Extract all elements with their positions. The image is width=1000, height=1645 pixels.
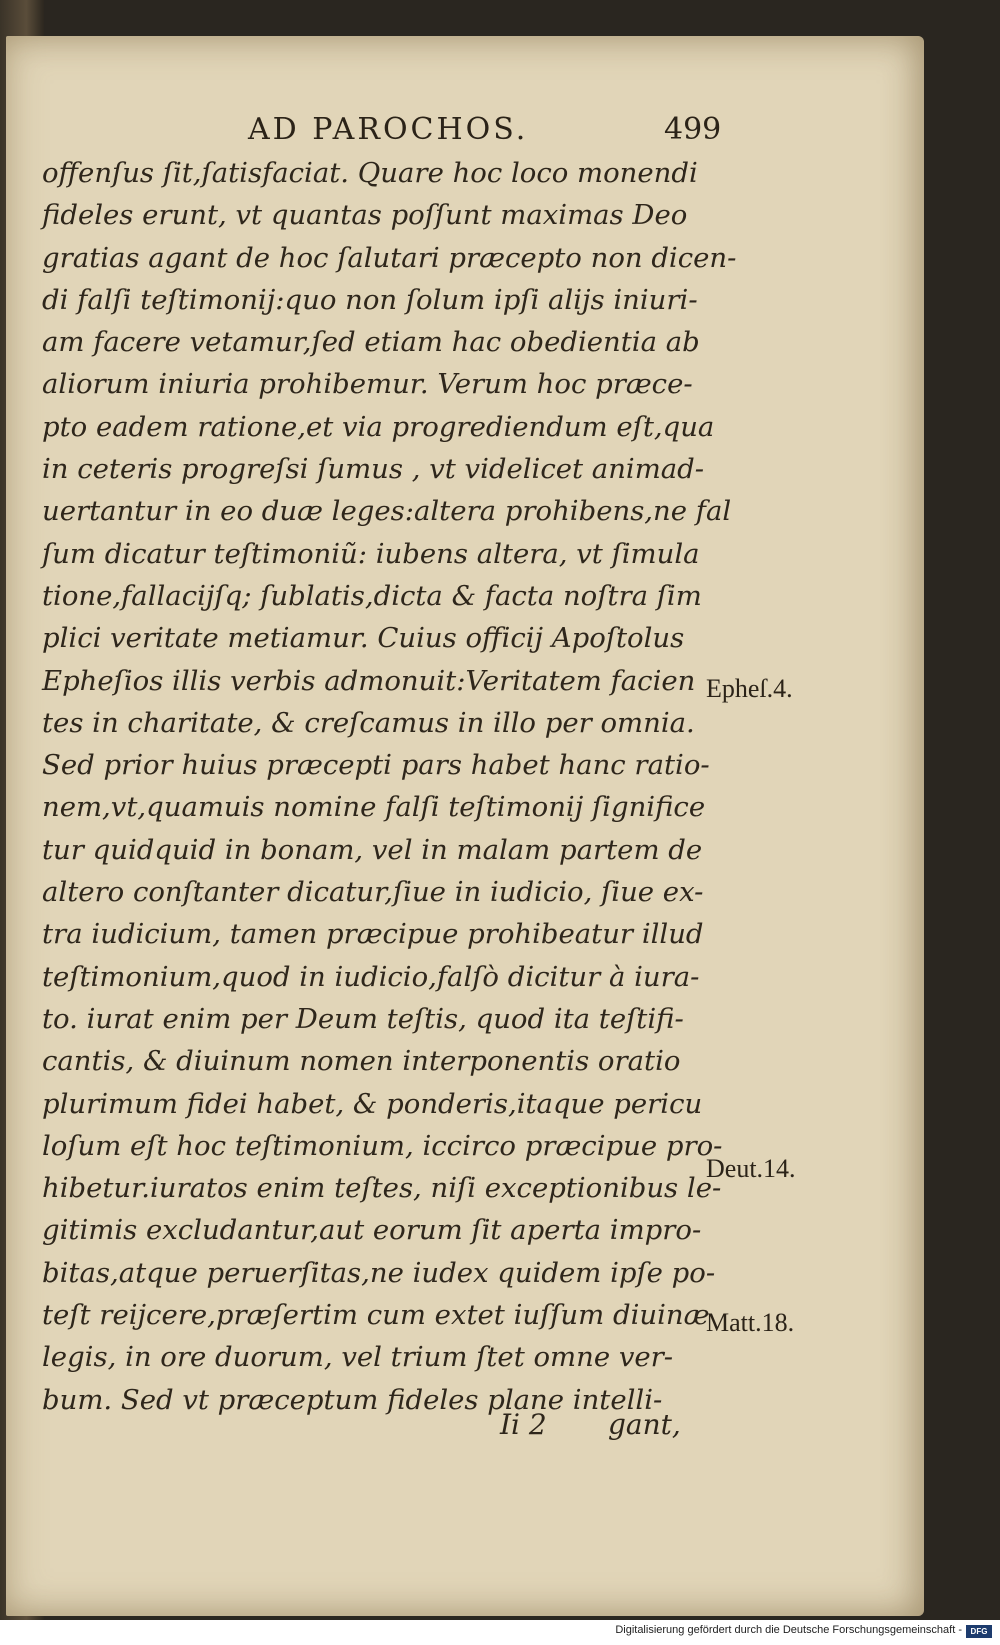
text-line: bitas,atque peruerſitas,ne iudex quidem ipſe po- bbox=[42, 1256, 716, 1289]
text-line: altero conſtanter dicatur,ſiue in iudicio, ſiue ex- bbox=[42, 876, 704, 909]
text-line: bum. Sed vt præceptum fideles plane intelli- bbox=[42, 1383, 663, 1416]
footer-bar bbox=[0, 1620, 1000, 1645]
funding-credit: Digitalisierung gefördert durch die Deutsche Forschungsgemeinschaft - bbox=[615, 1624, 962, 1636]
text-line: aliorum iniuria prohibemur. Verum hoc præce- bbox=[42, 368, 693, 401]
text-line: Epheſios illis verbis admonuit:Veritatem facien bbox=[42, 664, 696, 697]
text-line: gitimis excludantur,aut eorum ſit aperta impro- bbox=[42, 1214, 702, 1247]
text-line: tione,fallacijſq; ſublatis,dicta & facta noſtra ſim bbox=[42, 579, 702, 612]
text-line: plici veritate metiamur. Cuius officij Apoſtolus bbox=[42, 622, 685, 655]
text-line: to. iurat enim per Deum teſtis, quod ita teſtifi- bbox=[42, 1002, 684, 1035]
text-line: teſt reijcere,præſertim cum extet iuſſum diuinæ bbox=[42, 1299, 710, 1332]
text-line: plurimum fidei habet, & ponderis,itaque pericu bbox=[42, 1087, 703, 1120]
text-line: legis, in ore duorum, vel trium ſtet omne ver- bbox=[42, 1341, 674, 1374]
body-text bbox=[42, 152, 737, 1421]
page-number: 499 bbox=[664, 112, 722, 147]
text-line: nem,vt,quamuis nomine falſi teſtimonij ſignifice bbox=[42, 791, 706, 824]
text-line: gratias agant de hoc ſalutari præcepto non dicen- bbox=[42, 241, 737, 274]
marginal-note-matthew: Matt.18. bbox=[706, 1308, 795, 1337]
text-line: di falſi teſtimonij:quo non ſolum ipſi alijs iniuri- bbox=[42, 283, 698, 316]
marginal-note-ephesians: Epheſ.4. bbox=[706, 674, 793, 703]
text-line: fideles erunt, vt quantas poſſunt maximas Deo bbox=[42, 199, 688, 232]
text-line: tra iudicium, tamen præcipue prohibeatur illud bbox=[42, 918, 704, 951]
text-line: loſum eſt hoc teſtimonium, iccirco præcipue pro- bbox=[42, 1129, 723, 1162]
text-line: am facere vetamur,ſed etiam hac obedientia ab bbox=[42, 326, 700, 359]
text-line: teſtimonium,quod in iudicio,falſò dicitur à iura- bbox=[42, 960, 700, 993]
text-line: pto eadem ratione,et via progrediendum eſt,qua bbox=[42, 410, 715, 443]
running-title: AD PAROCHOS. bbox=[248, 112, 529, 147]
text-line: Sed prior huius præcepti pars habet hanc ratio- bbox=[42, 749, 710, 782]
text-line: uertantur in eo duæ leges:altera prohibens,ne fal bbox=[42, 495, 732, 528]
text-line: tes in charitate, & creſcamus in illo per omnia. bbox=[42, 706, 695, 739]
dfg-logo: DFG bbox=[966, 1625, 992, 1638]
signature-mark: Ii 2 bbox=[500, 1408, 547, 1441]
marginal-note-deuteronomy: Deut.14. bbox=[706, 1154, 796, 1183]
catchword: gant, bbox=[608, 1408, 681, 1441]
text-line: offenſus ſit,ſatisfaciat. Quare hoc loco monendi bbox=[42, 157, 698, 189]
text-line: tur quidquid in bonam, vel in malam partem de bbox=[42, 833, 703, 866]
text-line: hibetur.iuratos enim teſtes, niſi exceptionibus le- bbox=[42, 1172, 722, 1205]
text-line: ſum dicatur teſtimoniũ: iubens altera, vt ſimula bbox=[42, 537, 700, 570]
text-line: in ceteris progreſsi ſumus , vt videlicet animad- bbox=[42, 453, 705, 486]
text-line: cantis, & diuinum nomen interponentis oratio bbox=[42, 1045, 681, 1078]
